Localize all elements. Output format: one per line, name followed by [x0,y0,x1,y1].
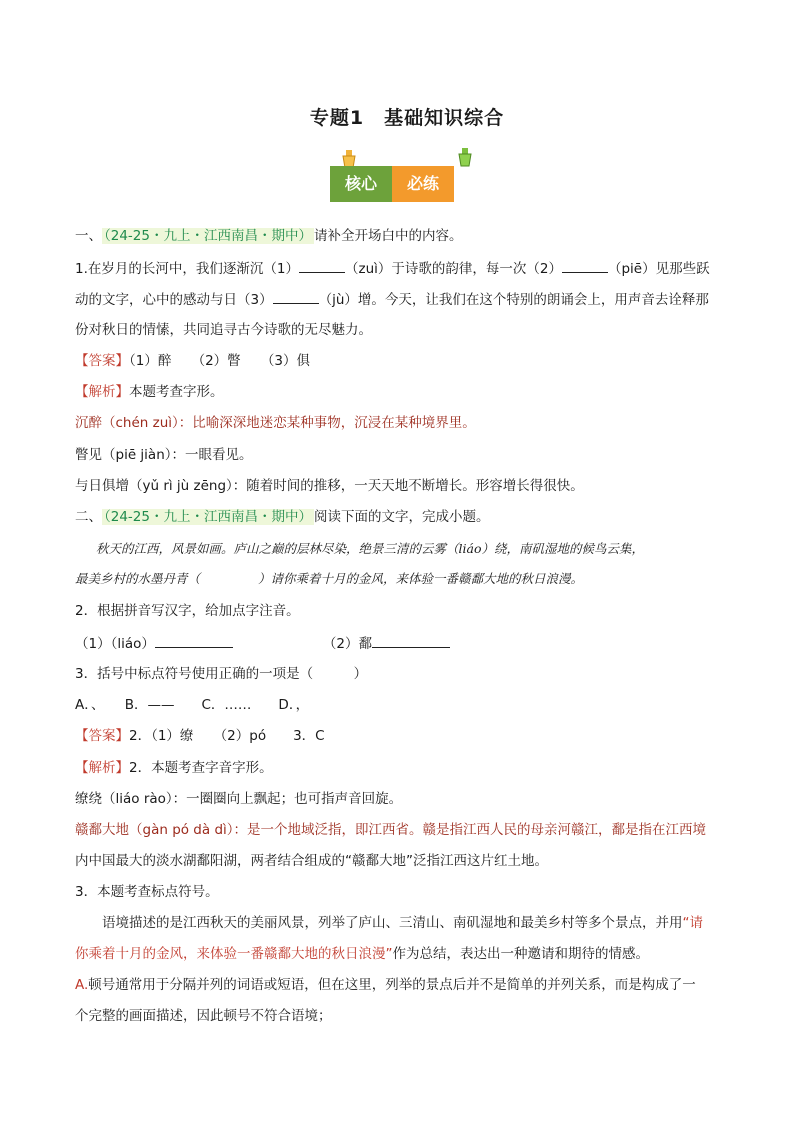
q1-answer-text: （1）醉 （2）瞥 （3）俱 [129,353,311,369]
q2-instruction: 阅读下面的文字，完成小题。 [313,509,490,525]
q1-analysis [75,382,224,402]
analysis-label: 【解析】 [75,384,129,400]
q1-text-segment: 1.在岁月的长河中，我们逐渐沉（1） [75,261,299,277]
q2-sub2-items [75,633,450,654]
note-term: 沉醉（chén zuì） [75,415,179,431]
q2-note-1 [75,789,402,809]
q2-number: 二、 [75,509,102,525]
q1-note-3 [75,476,584,496]
note-term: 瞥见（piē jiàn） [75,447,172,463]
banner-practice-label: 必练 [392,166,454,202]
page-title: 专题1 基础知识综合 [309,107,505,129]
q1-note-1 [75,413,476,433]
q2-heading [75,507,489,527]
q1-text-line-1 [75,258,710,279]
q2-source: （24-25・九上・江西南昌・期中） [104,509,312,525]
q2-options: A．、 B．—— C．…… D．， [75,697,310,713]
q2-note-2-line-1: 赣鄱大地（gàn pó dà dì）：是一个地域泛指，即江西省。赣是指江西人民的母亲河赣江，鄱是指在江西境 [75,822,707,838]
q2-answer [75,726,325,746]
q2-para-line-2 [75,944,649,964]
q2-optionA-line-1 [75,975,696,995]
q1-text-segment: （zuì）于诗歌的韵律，每一次（2） [344,261,562,277]
q2-sub3: 3．括号中标点符号使用正确的一项是（ ） [75,666,368,682]
q2-optionA-line-2: 个完整的画面描述，因此顿号不符合语境； [75,1008,332,1024]
q1-instruction: 请补全开场白中的内容。 [313,228,463,244]
blank-1[interactable] [299,258,345,273]
para-segment: 作为总结，表达出一种邀请和期待的情感。 [392,946,649,962]
q1-number: 一、 [75,228,102,244]
q2-answer-text: 2．（1）缭 （2）pó 3．C [129,728,325,744]
sub2-item-2: （2）鄱 [322,636,372,652]
analysis-label: 【解析】 [75,760,129,776]
q1-text-segment: 动的文字，心中的感动与日（3） [75,292,273,308]
paper-clip-icon [456,148,474,170]
note-definition: ：一眼看见。 [171,447,253,463]
blank-3[interactable] [273,289,319,304]
note-term: 缭绕（liáo rào） [75,791,173,807]
para-quote: “请 [682,915,703,931]
para-quote: 你乘着十月的金风，来体验一番赣鄱大地的秋日浪漫” [75,946,393,962]
q2-note-2-line-2: 内中国最大的淡水湖鄱阳湖，两者结合组成的“赣鄱大地”泛指江西这片红土地。 [75,853,548,869]
q2-sub3-analysis: 3．本题考查标点符号。 [75,884,219,900]
q2-passage-line-2 [75,569,583,589]
q1-text-line-2 [75,289,709,310]
q1-heading [75,226,462,246]
option-letter: A. [75,977,89,993]
q1-text-segment: （piē）见那些跃 [607,261,710,277]
para-segment: 语境描述的是江西秋天的美丽风景，列举了庐山、三清山、南矶湿地和最美乡村等多个景点，并用 [102,915,683,931]
banner-core-label: 核心 [330,166,392,202]
passage-segment: ）请你乘着十月的金风，来体验一番赣鄱大地的秋日浪漫。 [258,571,584,586]
q1-source: （24-25・九上・江西南昌・期中） [104,228,312,244]
sub2-item-1: （1）（liáo） [75,636,155,652]
answer-label: 【答案】 [75,353,129,369]
q2-analysis-text: 2．本题考查字音字形。 [129,760,273,776]
answer-label: 【答案】 [75,728,129,744]
q2-passage-line-1: 秋天的江西，风景如画。庐山之巅的层林尽染，绝景三清的云雾（liáo）绕，南矶湿地的候鸟云集， [96,541,644,556]
blank-2[interactable] [562,258,608,273]
q1-note-2 [75,445,253,465]
option-text: 顿号通常用于分隔并列的词语或短语，但在这里，列举的景点后并不是简单的并列关系，而是构成了一 [88,977,696,993]
section-banner [330,150,454,204]
note-definition: ：比喻深深地迷恋某种事物，沉浸在某种境界里。 [178,415,476,431]
note-definition: ：随着时间的推移，一天天地不断增长。形容增长得很快。 [232,478,584,494]
q1-text-segment: （jù）增。今天，让我们在这个特别的朗诵会上，用声音去诠释那 [318,292,709,308]
note-definition: ：一圈圈向上飘起；也可指声音回旋。 [172,791,403,807]
q1-analysis-text: 本题考查字形。 [129,384,224,400]
q2-sub2: 2．根据拼音写汉字，给加点字注音。 [75,603,300,619]
q2-analysis [75,758,273,778]
blank-sub2-2[interactable] [372,633,450,648]
note-term: 与日俱增（yǔ rì jù zēng） [75,478,233,494]
q2-para-line-1 [102,913,703,933]
passage-segment: 最美乡村的水墨丹青（ [75,571,201,586]
q1-text-line-3: 份对秋日的情愫，共同追寻古今诗歌的无尽魅力。 [75,322,372,338]
blank-sub2-1[interactable] [155,633,233,648]
q1-answer [75,351,310,371]
